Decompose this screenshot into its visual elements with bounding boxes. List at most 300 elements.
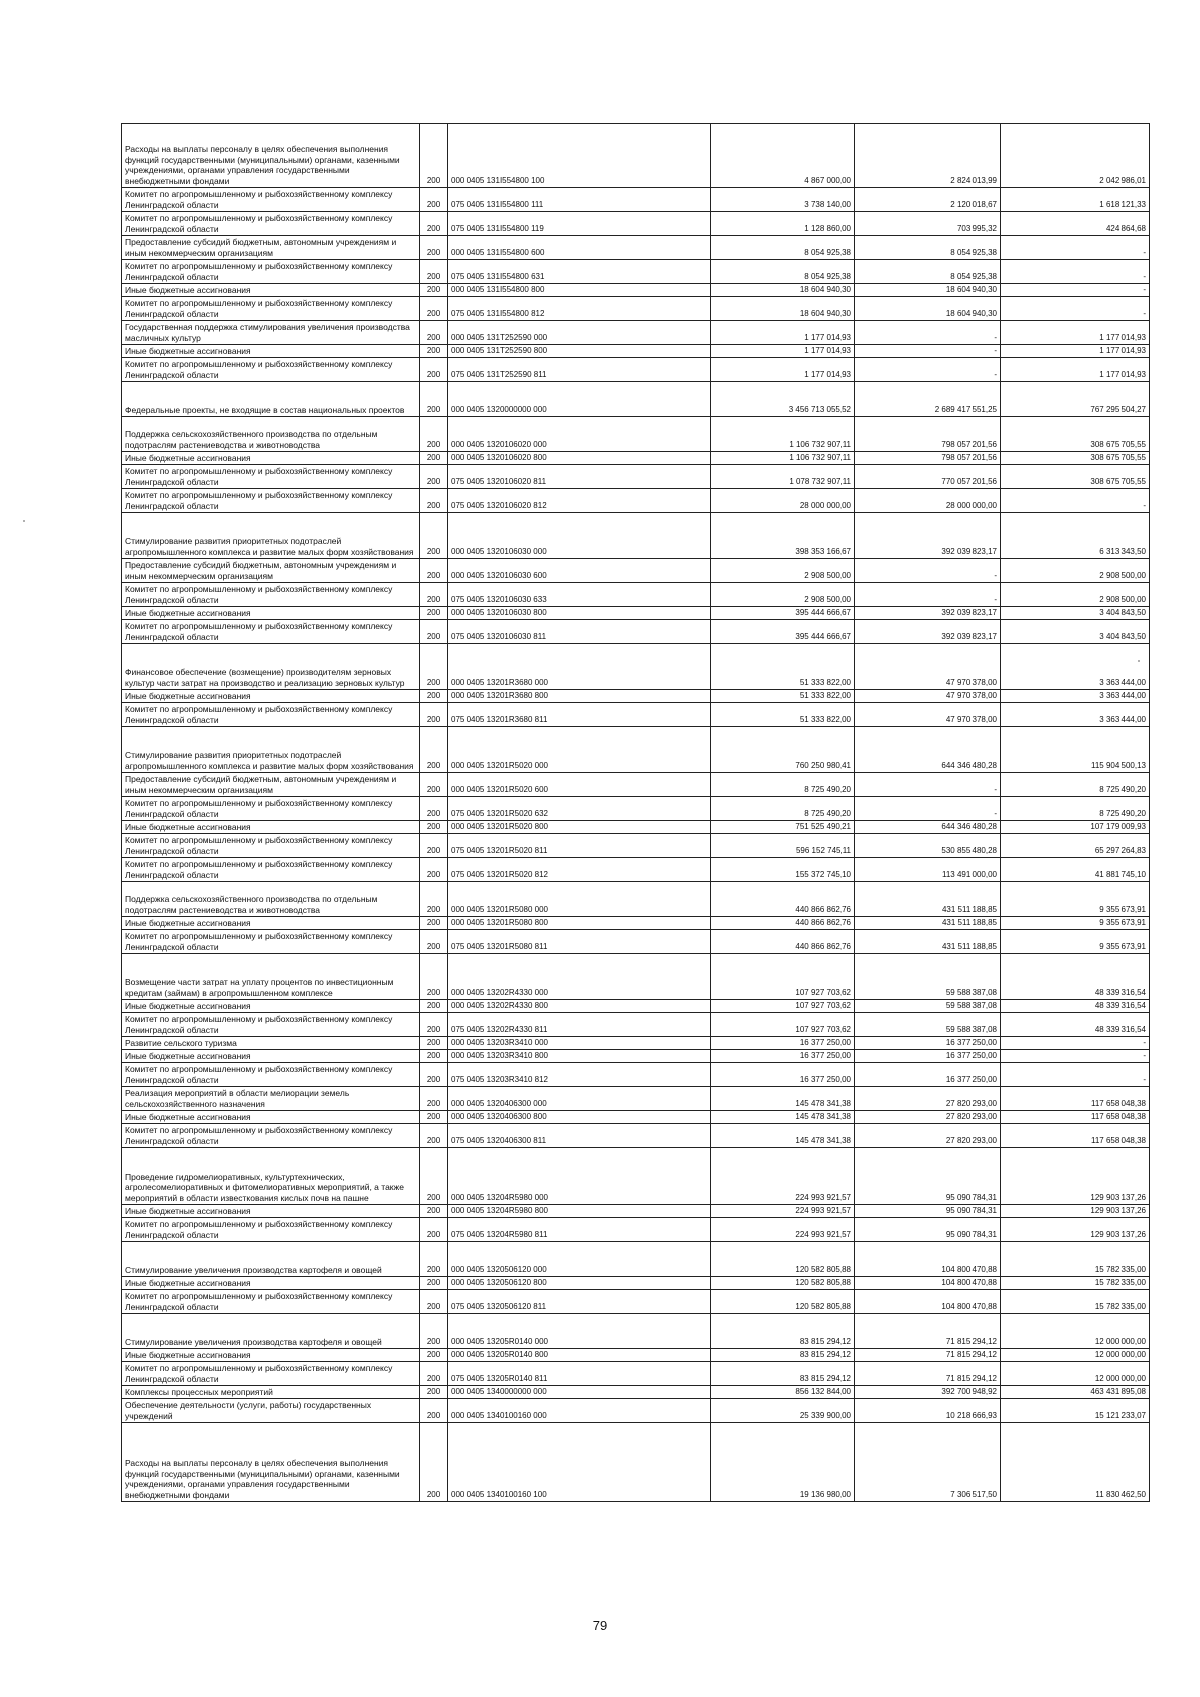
row-code-cell: 200	[420, 1087, 448, 1111]
row-code-cell: 200	[420, 1242, 448, 1277]
table-row	[122, 124, 1150, 188]
table-row	[122, 821, 1150, 834]
row-unexecuted-amount-cell: 9 355 673,91	[1001, 917, 1150, 930]
row-classification-code-cell: 000 0405 13204R5980 000	[448, 1148, 711, 1205]
row-unexecuted-amount-cell: 767 295 504,27	[1001, 382, 1150, 417]
row-executed-amount-cell: 59 588 387,08	[855, 1013, 1001, 1037]
row-classification-code-cell: 000 0405 131I554800 600	[448, 236, 711, 260]
row-classification-code-cell: 075 0405 13201R5020 812	[448, 858, 711, 882]
table-row	[122, 452, 1150, 465]
row-executed-amount-cell: 431 511 188,85	[855, 882, 1001, 917]
table-row	[122, 1050, 1150, 1063]
row-classification-code-cell: 000 0405 1320506120 000	[448, 1242, 711, 1277]
row-code-cell: 200	[420, 452, 448, 465]
row-classification-code-cell: 075 0405 131I554800 119	[448, 212, 711, 236]
scan-speck	[23, 520, 25, 522]
row-approved-amount-cell: 107 927 703,62	[711, 1000, 855, 1013]
row-approved-amount-cell: 83 815 294,12	[711, 1362, 855, 1386]
row-code-cell: 200	[420, 1124, 448, 1148]
row-classification-code-cell: 000 0405 13201R5080 000	[448, 882, 711, 917]
row-name-cell: Обеспечение деятельности (услуги, работы) государственных учреждений	[122, 1399, 420, 1423]
row-unexecuted-amount-cell: -	[1001, 236, 1150, 260]
row-name-cell: Реализация мероприятий в области мелиорации земель сельскохозяйственного назначения	[122, 1087, 420, 1111]
row-approved-amount-cell: 395 444 666,67	[711, 607, 855, 620]
row-name-cell: Комитет по агропромышленному и рыбохозяйственному комплексу Ленинградской области	[122, 620, 420, 644]
table-row	[122, 1000, 1150, 1013]
row-classification-code-cell: 075 0405 13203R3410 812	[448, 1063, 711, 1087]
table-row	[122, 1423, 1150, 1502]
row-approved-amount-cell: 8 725 490,20	[711, 797, 855, 821]
table-row	[122, 703, 1150, 727]
row-classification-code-cell: 075 0405 13204R5980 811	[448, 1218, 711, 1242]
row-unexecuted-amount-cell: -	[1001, 1063, 1150, 1087]
row-code-cell: 200	[420, 1111, 448, 1124]
row-executed-amount-cell: 104 800 470,88	[855, 1242, 1001, 1277]
row-executed-amount-cell: 18 604 940,30	[855, 284, 1001, 297]
row-unexecuted-amount-cell: 15 782 335,00	[1001, 1277, 1150, 1290]
row-classification-code-cell: 075 0405 13201R3680 811	[448, 703, 711, 727]
table-row	[122, 489, 1150, 513]
row-unexecuted-amount-cell: 9 355 673,91	[1001, 882, 1150, 917]
row-classification-code-cell: 000 0405 1320506120 800	[448, 1277, 711, 1290]
row-approved-amount-cell: 51 333 822,00	[711, 703, 855, 727]
row-code-cell: 200	[420, 1349, 448, 1362]
row-executed-amount-cell: 59 588 387,08	[855, 1000, 1001, 1013]
row-executed-amount-cell: -	[855, 797, 1001, 821]
table-row	[122, 1037, 1150, 1050]
row-executed-amount-cell: 113 491 000,00	[855, 858, 1001, 882]
table-row	[122, 465, 1150, 489]
table-row	[122, 583, 1150, 607]
row-approved-amount-cell: 51 333 822,00	[711, 644, 855, 690]
row-name-cell: Финансовое обеспечение (возмещение) производителям зерновых культур части затрат на производство и реализацию зерновых культур	[122, 644, 420, 690]
table-row	[122, 1218, 1150, 1242]
row-approved-amount-cell: 440 866 862,76	[711, 930, 855, 954]
row-classification-code-cell: 000 0405 13204R5980 800	[448, 1205, 711, 1218]
row-name-cell: Поддержка сельскохозяйственного производства по отдельным подотраслям растениеводства и животноводства	[122, 882, 420, 917]
row-code-cell: 200	[420, 260, 448, 284]
row-code-cell: 200	[420, 727, 448, 773]
row-approved-amount-cell: 51 333 822,00	[711, 690, 855, 703]
row-unexecuted-amount-cell: 1 177 014,93	[1001, 345, 1150, 358]
row-code-cell: 200	[420, 513, 448, 559]
row-name-cell: Иные бюджетные ассигнования	[122, 1111, 420, 1124]
row-classification-code-cell: 075 0405 1320106030 811	[448, 620, 711, 644]
row-classification-code-cell: 075 0405 1320406300 811	[448, 1124, 711, 1148]
table-row	[122, 1242, 1150, 1277]
row-approved-amount-cell: 83 815 294,12	[711, 1314, 855, 1349]
table-row	[122, 1124, 1150, 1148]
row-executed-amount-cell: 703 995,32	[855, 212, 1001, 236]
row-classification-code-cell: 000 0405 131I554800 100	[448, 124, 711, 188]
row-code-cell: 200	[420, 284, 448, 297]
table-row	[122, 917, 1150, 930]
row-approved-amount-cell: 2 908 500,00	[711, 583, 855, 607]
row-classification-code-cell: 000 0405 1320000000 000	[448, 382, 711, 417]
row-unexecuted-amount-cell: 308 675 705,55	[1001, 465, 1150, 489]
row-approved-amount-cell: 1 106 732 907,11	[711, 417, 855, 452]
row-name-cell: Стимулирование развития приоритетных подотраслей агропромышленного комплекса и развитие малых форм хозяйствования	[122, 727, 420, 773]
table-row	[122, 321, 1150, 345]
row-name-cell: Иные бюджетные ассигнования	[122, 1349, 420, 1362]
row-code-cell: 200	[420, 345, 448, 358]
row-executed-amount-cell: 95 090 784,31	[855, 1148, 1001, 1205]
table-row	[122, 260, 1150, 284]
row-classification-code-cell: 075 0405 1320506120 811	[448, 1290, 711, 1314]
row-code-cell: 200	[420, 1362, 448, 1386]
row-name-cell: Комитет по агропромышленному и рыбохозяйственному комплексу Ленинградской области	[122, 1124, 420, 1148]
table-row	[122, 1148, 1150, 1205]
row-classification-code-cell: 000 0405 131T252590 800	[448, 345, 711, 358]
table-body	[122, 124, 1150, 1502]
row-code-cell: 200	[420, 583, 448, 607]
row-name-cell: Комитет по агропромышленному и рыбохозяйственному комплексу Ленинградской области	[122, 1362, 420, 1386]
row-classification-code-cell: 075 0405 13201R5020 811	[448, 834, 711, 858]
row-unexecuted-amount-cell: 308 675 705,55	[1001, 452, 1150, 465]
row-classification-code-cell: 000 0405 13205R0140 000	[448, 1314, 711, 1349]
row-unexecuted-amount-cell: 308 675 705,55	[1001, 417, 1150, 452]
row-code-cell: 200	[420, 1148, 448, 1205]
row-executed-amount-cell: 798 057 201,56	[855, 452, 1001, 465]
row-name-cell: Иные бюджетные ассигнования	[122, 1000, 420, 1013]
row-unexecuted-amount-cell: -	[1001, 297, 1150, 321]
table-row	[122, 797, 1150, 821]
row-unexecuted-amount-cell: -	[1001, 1050, 1150, 1063]
row-code-cell: 200	[420, 882, 448, 917]
row-classification-code-cell: 000 0405 1340100160 000	[448, 1399, 711, 1423]
row-unexecuted-amount-cell: -	[1001, 489, 1150, 513]
row-executed-amount-cell: 27 820 293,00	[855, 1111, 1001, 1124]
row-name-cell: Предоставление субсидий бюджетным, автономным учреждениям и иным некоммерческим организациям	[122, 559, 420, 583]
row-classification-code-cell: 000 0405 13203R3410 000	[448, 1037, 711, 1050]
row-executed-amount-cell: 431 511 188,85	[855, 917, 1001, 930]
table-row	[122, 690, 1150, 703]
row-code-cell: 200	[420, 417, 448, 452]
table-row	[122, 954, 1150, 1000]
row-executed-amount-cell: 644 346 480,28	[855, 727, 1001, 773]
row-executed-amount-cell: 95 090 784,31	[855, 1218, 1001, 1242]
row-executed-amount-cell: 7 306 517,50	[855, 1423, 1001, 1502]
row-classification-code-cell: 000 0405 1320106030 000	[448, 513, 711, 559]
row-unexecuted-amount-cell: 3 363 444,00	[1001, 644, 1150, 690]
row-unexecuted-amount-cell: 1 618 121,33	[1001, 188, 1150, 212]
row-code-cell: 200	[420, 1386, 448, 1399]
row-classification-code-cell: 000 0405 13202R4330 800	[448, 1000, 711, 1013]
table-row	[122, 1314, 1150, 1349]
row-unexecuted-amount-cell: 48 339 316,54	[1001, 1000, 1150, 1013]
row-unexecuted-amount-cell: 129 903 137,26	[1001, 1148, 1150, 1205]
row-name-cell: Иные бюджетные ассигнования	[122, 345, 420, 358]
row-name-cell: Иные бюджетные ассигнования	[122, 1205, 420, 1218]
row-code-cell: 200	[420, 236, 448, 260]
row-classification-code-cell: 000 0405 1320106030 800	[448, 607, 711, 620]
table-row	[122, 382, 1150, 417]
table-row	[122, 1013, 1150, 1037]
row-unexecuted-amount-cell: -	[1001, 1037, 1150, 1050]
row-approved-amount-cell: 1 177 014,93	[711, 345, 855, 358]
row-name-cell: Иные бюджетные ассигнования	[122, 607, 420, 620]
row-approved-amount-cell: 16 377 250,00	[711, 1050, 855, 1063]
row-classification-code-cell: 075 0405 131I554800 812	[448, 297, 711, 321]
row-executed-amount-cell: -	[855, 773, 1001, 797]
row-executed-amount-cell: 47 970 378,00	[855, 703, 1001, 727]
row-unexecuted-amount-cell: 15 782 335,00	[1001, 1242, 1150, 1277]
row-name-cell: Расходы на выплаты персоналу в целях обеспечения выполнения функций государственными (муниципальными) органами, казенными учреждениями, органами управления государственными внебюджетными фондами	[122, 1423, 420, 1502]
row-name-cell: Комитет по агропромышленному и рыбохозяйственному комплексу Ленинградской области	[122, 1013, 420, 1037]
table-row	[122, 1399, 1150, 1423]
row-unexecuted-amount-cell: 41 881 745,10	[1001, 858, 1150, 882]
row-code-cell: 200	[420, 1423, 448, 1502]
row-executed-amount-cell: 644 346 480,28	[855, 821, 1001, 834]
table-row	[122, 1386, 1150, 1399]
table-row	[122, 607, 1150, 620]
row-approved-amount-cell: 440 866 862,76	[711, 882, 855, 917]
table-row	[122, 559, 1150, 583]
row-executed-amount-cell: 392 039 823,17	[855, 513, 1001, 559]
row-executed-amount-cell: 95 090 784,31	[855, 1205, 1001, 1218]
row-approved-amount-cell: 145 478 341,38	[711, 1124, 855, 1148]
row-code-cell: 200	[420, 954, 448, 1000]
row-approved-amount-cell: 8 725 490,20	[711, 773, 855, 797]
row-approved-amount-cell: 398 353 166,67	[711, 513, 855, 559]
row-classification-code-cell: 000 0405 13201R5020 000	[448, 727, 711, 773]
row-name-cell: Стимулирование увеличения производства картофеля и овощей	[122, 1242, 420, 1277]
row-executed-amount-cell: 71 815 294,12	[855, 1349, 1001, 1362]
row-name-cell: Комитет по агропромышленному и рыбохозяйственному комплексу Ленинградской области	[122, 465, 420, 489]
table-row	[122, 1111, 1150, 1124]
row-unexecuted-amount-cell: 115 904 500,13	[1001, 727, 1150, 773]
row-approved-amount-cell: 596 152 745,11	[711, 834, 855, 858]
row-unexecuted-amount-cell: 424 864,68	[1001, 212, 1150, 236]
table-row	[122, 236, 1150, 260]
row-classification-code-cell: 075 0405 13205R0140 811	[448, 1362, 711, 1386]
row-unexecuted-amount-cell: 3 363 444,00	[1001, 703, 1150, 727]
table-row	[122, 834, 1150, 858]
table-row	[122, 1290, 1150, 1314]
row-executed-amount-cell: 530 855 480,28	[855, 834, 1001, 858]
row-classification-code-cell: 075 0405 131T252590 811	[448, 358, 711, 382]
row-unexecuted-amount-cell: 12 000 000,00	[1001, 1362, 1150, 1386]
row-classification-code-cell: 000 0405 13201R5020 600	[448, 773, 711, 797]
row-approved-amount-cell: 107 927 703,62	[711, 1013, 855, 1037]
row-code-cell: 200	[420, 690, 448, 703]
row-name-cell: Иные бюджетные ассигнования	[122, 1050, 420, 1063]
row-executed-amount-cell: -	[855, 345, 1001, 358]
row-classification-code-cell: 000 0405 1320406300 000	[448, 1087, 711, 1111]
row-unexecuted-amount-cell: 8 725 490,20	[1001, 773, 1150, 797]
row-unexecuted-amount-cell: 11 830 462,50	[1001, 1423, 1150, 1502]
row-unexecuted-amount-cell: 463 431 895,08	[1001, 1386, 1150, 1399]
row-code-cell: 200	[420, 834, 448, 858]
row-unexecuted-amount-cell: 15 121 233,07	[1001, 1399, 1150, 1423]
row-code-cell: 200	[420, 930, 448, 954]
row-classification-code-cell: 000 0405 1320406300 800	[448, 1111, 711, 1124]
row-code-cell: 200	[420, 1218, 448, 1242]
row-executed-amount-cell: 16 377 250,00	[855, 1050, 1001, 1063]
row-classification-code-cell: 000 0405 1320106020 800	[448, 452, 711, 465]
row-executed-amount-cell: 392 039 823,17	[855, 620, 1001, 644]
row-executed-amount-cell: 59 588 387,08	[855, 954, 1001, 1000]
row-classification-code-cell: 075 0405 1320106030 633	[448, 583, 711, 607]
row-classification-code-cell: 000 0405 13201R5080 800	[448, 917, 711, 930]
row-classification-code-cell: 075 0405 1320106020 811	[448, 465, 711, 489]
scan-speck	[1138, 660, 1140, 662]
row-approved-amount-cell: 760 250 980,41	[711, 727, 855, 773]
table-row	[122, 212, 1150, 236]
table-row	[122, 620, 1150, 644]
row-executed-amount-cell: 8 054 925,38	[855, 236, 1001, 260]
row-unexecuted-amount-cell: -	[1001, 284, 1150, 297]
row-code-cell: 200	[420, 1205, 448, 1218]
row-name-cell: Комитет по агропромышленному и рыбохозяйственному комплексу Ленинградской области	[122, 583, 420, 607]
row-code-cell: 200	[420, 124, 448, 188]
row-code-cell: 200	[420, 382, 448, 417]
row-executed-amount-cell: 18 604 940,30	[855, 297, 1001, 321]
table-row	[122, 188, 1150, 212]
table-row	[122, 1362, 1150, 1386]
row-code-cell: 200	[420, 358, 448, 382]
row-name-cell: Возмещение части затрат на уплату процентов по инвестиционным кредитам (займам) в агропромышленном комплексе	[122, 954, 420, 1000]
row-classification-code-cell: 075 0405 131I554800 111	[448, 188, 711, 212]
row-unexecuted-amount-cell: 15 782 335,00	[1001, 1290, 1150, 1314]
row-name-cell: Комитет по агропромышленному и рыбохозяйственному комплексу Ленинградской области	[122, 489, 420, 513]
row-name-cell: Стимулирование увеличения производства картофеля и овощей	[122, 1314, 420, 1349]
row-executed-amount-cell: 2 120 018,67	[855, 188, 1001, 212]
row-code-cell: 200	[420, 773, 448, 797]
row-code-cell: 200	[420, 489, 448, 513]
row-executed-amount-cell: 104 800 470,88	[855, 1290, 1001, 1314]
row-code-cell: 200	[420, 188, 448, 212]
row-name-cell: Комитет по агропромышленному и рыбохозяйственному комплексу Ленинградской области	[122, 188, 420, 212]
row-unexecuted-amount-cell: 3 404 843,50	[1001, 620, 1150, 644]
row-unexecuted-amount-cell: 1 177 014,93	[1001, 358, 1150, 382]
row-code-cell: 200	[420, 1000, 448, 1013]
row-approved-amount-cell: 25 339 900,00	[711, 1399, 855, 1423]
table-row	[122, 1087, 1150, 1111]
row-executed-amount-cell: 10 218 666,93	[855, 1399, 1001, 1423]
row-unexecuted-amount-cell: 107 179 009,93	[1001, 821, 1150, 834]
table-row	[122, 417, 1150, 452]
row-executed-amount-cell: 27 820 293,00	[855, 1124, 1001, 1148]
row-name-cell: Предоставление субсидий бюджетным, автономным учреждениям и иным некоммерческим организациям	[122, 773, 420, 797]
row-executed-amount-cell: 71 815 294,12	[855, 1362, 1001, 1386]
row-code-cell: 200	[420, 1314, 448, 1349]
row-executed-amount-cell: 16 377 250,00	[855, 1063, 1001, 1087]
table-row	[122, 1063, 1150, 1087]
row-name-cell: Предоставление субсидий бюджетным, автономным учреждениям и иным некоммерческим организациям	[122, 236, 420, 260]
row-approved-amount-cell: 751 525 490,21	[711, 821, 855, 834]
row-name-cell: Комитет по агропромышленному и рыбохозяйственному комплексу Ленинградской области	[122, 834, 420, 858]
row-approved-amount-cell: 856 132 844,00	[711, 1386, 855, 1399]
budget-execution-table	[121, 123, 1150, 1502]
row-code-cell: 200	[420, 559, 448, 583]
row-approved-amount-cell: 3 456 713 055,52	[711, 382, 855, 417]
row-classification-code-cell: 000 0405 131T252590 000	[448, 321, 711, 345]
row-unexecuted-amount-cell: 12 000 000,00	[1001, 1349, 1150, 1362]
row-code-cell: 200	[420, 1013, 448, 1037]
row-unexecuted-amount-cell: 3 363 444,00	[1001, 690, 1150, 703]
row-name-cell: Иные бюджетные ассигнования	[122, 1277, 420, 1290]
row-approved-amount-cell: 18 604 940,30	[711, 284, 855, 297]
row-name-cell: Комитет по агропромышленному и рыбохозяйственному комплексу Ленинградской области	[122, 358, 420, 382]
row-classification-code-cell: 000 0405 13201R5020 800	[448, 821, 711, 834]
row-name-cell: Государственная поддержка стимулирования увеличения производства масличных культур	[122, 321, 420, 345]
row-classification-code-cell: 075 0405 13201R5080 811	[448, 930, 711, 954]
row-name-cell: Иные бюджетные ассигнования	[122, 690, 420, 703]
table-row	[122, 513, 1150, 559]
row-classification-code-cell: 000 0405 131I554800 800	[448, 284, 711, 297]
row-approved-amount-cell: 16 377 250,00	[711, 1037, 855, 1050]
row-name-cell: Комитет по агропромышленному и рыбохозяйственному комплексу Ленинградской области	[122, 260, 420, 284]
row-unexecuted-amount-cell: 117 658 048,38	[1001, 1087, 1150, 1111]
row-name-cell: Расходы на выплаты персоналу в целях обеспечения выполнения функций государственными (муниципальными) органами, казенными учреждениями, органами управления государственными внебюджетными фондами	[122, 124, 420, 188]
row-approved-amount-cell: 1 177 014,93	[711, 321, 855, 345]
row-executed-amount-cell: 27 820 293,00	[855, 1087, 1001, 1111]
row-code-cell: 200	[420, 644, 448, 690]
row-name-cell: Поддержка сельскохозяйственного производства по отдельным подотраслям растениеводства и животноводства	[122, 417, 420, 452]
row-unexecuted-amount-cell: 6 313 343,50	[1001, 513, 1150, 559]
row-code-cell: 200	[420, 797, 448, 821]
row-executed-amount-cell: 104 800 470,88	[855, 1277, 1001, 1290]
row-name-cell: Комитет по агропромышленному и рыбохозяйственному комплексу Ленинградской области	[122, 1218, 420, 1242]
row-classification-code-cell: 000 0405 13201R3680 800	[448, 690, 711, 703]
table-row	[122, 773, 1150, 797]
row-approved-amount-cell: 4 867 000,00	[711, 124, 855, 188]
row-name-cell: Комитет по агропромышленному и рыбохозяйственному комплексу Ленинградской области	[122, 797, 420, 821]
row-unexecuted-amount-cell: 2 908 500,00	[1001, 583, 1150, 607]
row-code-cell: 200	[420, 917, 448, 930]
row-approved-amount-cell: 8 054 925,38	[711, 236, 855, 260]
table-row	[122, 1349, 1150, 1362]
table-row	[122, 358, 1150, 382]
row-approved-amount-cell: 1 106 732 907,11	[711, 452, 855, 465]
row-approved-amount-cell: 107 927 703,62	[711, 954, 855, 1000]
row-executed-amount-cell: 431 511 188,85	[855, 930, 1001, 954]
row-unexecuted-amount-cell: 48 339 316,54	[1001, 1013, 1150, 1037]
row-code-cell: 200	[420, 703, 448, 727]
row-classification-code-cell: 075 0405 131I554800 631	[448, 260, 711, 284]
row-unexecuted-amount-cell: 2 042 986,01	[1001, 124, 1150, 188]
row-classification-code-cell: 000 0405 1320106030 600	[448, 559, 711, 583]
row-unexecuted-amount-cell: 65 297 264,83	[1001, 834, 1150, 858]
row-classification-code-cell: 000 0405 13205R0140 800	[448, 1349, 711, 1362]
row-name-cell: Комитет по агропромышленному и рыбохозяйственному комплексу Ленинградской области	[122, 212, 420, 236]
row-name-cell: Комитет по агропромышленному и рыбохозяйственному комплексу Ленинградской области	[122, 1290, 420, 1314]
row-approved-amount-cell: 19 136 980,00	[711, 1423, 855, 1502]
row-approved-amount-cell: 224 993 921,57	[711, 1218, 855, 1242]
row-unexecuted-amount-cell: 117 658 048,38	[1001, 1111, 1150, 1124]
row-approved-amount-cell: 155 372 745,10	[711, 858, 855, 882]
row-unexecuted-amount-cell: 9 355 673,91	[1001, 930, 1150, 954]
row-approved-amount-cell: 395 444 666,67	[711, 620, 855, 644]
row-name-cell: Комитет по агропромышленному и рыбохозяйственному комплексу Ленинградской области	[122, 1063, 420, 1087]
row-executed-amount-cell: -	[855, 559, 1001, 583]
row-name-cell: Иные бюджетные ассигнования	[122, 821, 420, 834]
row-approved-amount-cell: 224 993 921,57	[711, 1205, 855, 1218]
row-code-cell: 200	[420, 297, 448, 321]
row-approved-amount-cell: 83 815 294,12	[711, 1349, 855, 1362]
row-code-cell: 200	[420, 1399, 448, 1423]
row-code-cell: 200	[420, 821, 448, 834]
row-executed-amount-cell: -	[855, 358, 1001, 382]
row-unexecuted-amount-cell: 117 658 048,38	[1001, 1124, 1150, 1148]
table-row	[122, 644, 1150, 690]
row-executed-amount-cell: 16 377 250,00	[855, 1037, 1001, 1050]
row-classification-code-cell: 000 0405 1340000000 000	[448, 1386, 711, 1399]
table-row	[122, 345, 1150, 358]
row-name-cell: Иные бюджетные ассигнования	[122, 284, 420, 297]
table-row	[122, 930, 1150, 954]
